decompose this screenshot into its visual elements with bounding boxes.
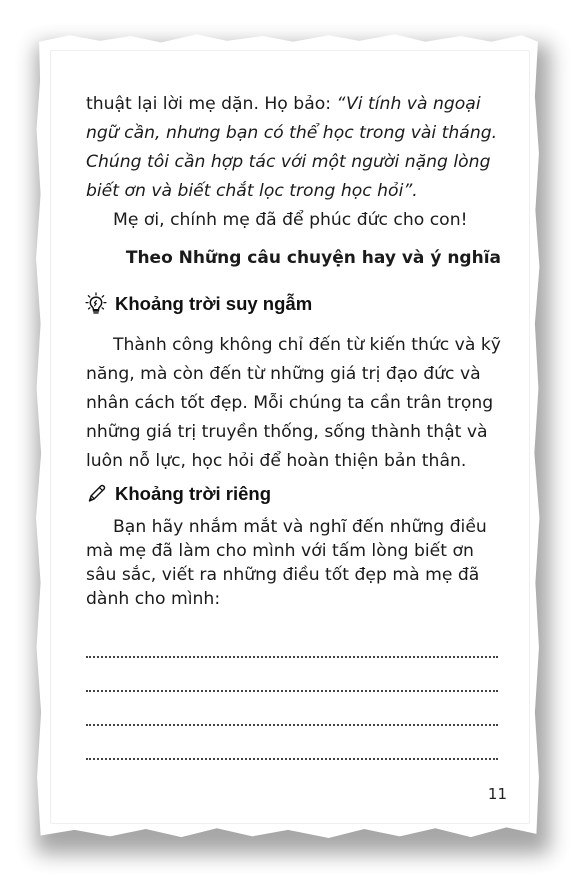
reflection-paragraph: Thành công không chỉ đến từ kiến thức và kỹ năng, mà còn đến từ những giá trị đạo đức và nhân cách tốt đẹp. Mỗi chúng ta cần trân trọng những giá trị truyền thống, sống thành thật và luôn nỗ lực, học hỏi để hoàn thiện bản thân. bbox=[86, 335, 501, 471]
lightbulb-icon bbox=[83, 291, 109, 317]
source-citation: Theo Những câu chuyện hay và ý nghĩa bbox=[125, 248, 501, 268]
section-title-personal: Khoảng trời riêng bbox=[115, 483, 272, 504]
story-paragraph-2: Mẹ ơi, chính mẹ đã để phúc đức cho con! bbox=[113, 210, 468, 230]
story-paragraph-1 bbox=[86, 90, 501, 206]
answer-line[interactable] bbox=[86, 726, 498, 760]
answer-line[interactable] bbox=[86, 692, 498, 726]
section-heading-personal bbox=[83, 480, 271, 508]
answer-lines bbox=[86, 624, 498, 760]
section-heading-reflection bbox=[83, 290, 312, 318]
answer-line[interactable] bbox=[86, 624, 498, 658]
page-number: 11 bbox=[487, 785, 507, 803]
answer-line[interactable] bbox=[86, 658, 498, 692]
story-text-normal: thuật lại lời mẹ dặn. Họ bảo: bbox=[86, 94, 337, 114]
section-title-reflection: Khoảng trời suy ngẫm bbox=[115, 293, 313, 314]
pencil-icon bbox=[83, 481, 109, 507]
personal-prompt-paragraph: Bạn hãy nhắm mắt và nghĩ đến những điều mà mẹ đã làm cho mình với tấm lòng biết ơn sâu sắc, viết ra những điều tốt đẹp mà mẹ đã dành cho mình: bbox=[86, 517, 487, 609]
story-quote: “Vi tính và ngoại ngữ cần, nhưng bạn có thể học trong vài tháng. Chúng tôi cần hợp tác với một người nặng lòng biết ơn và biết chắt lọc trong học hỏi”. bbox=[86, 94, 498, 201]
